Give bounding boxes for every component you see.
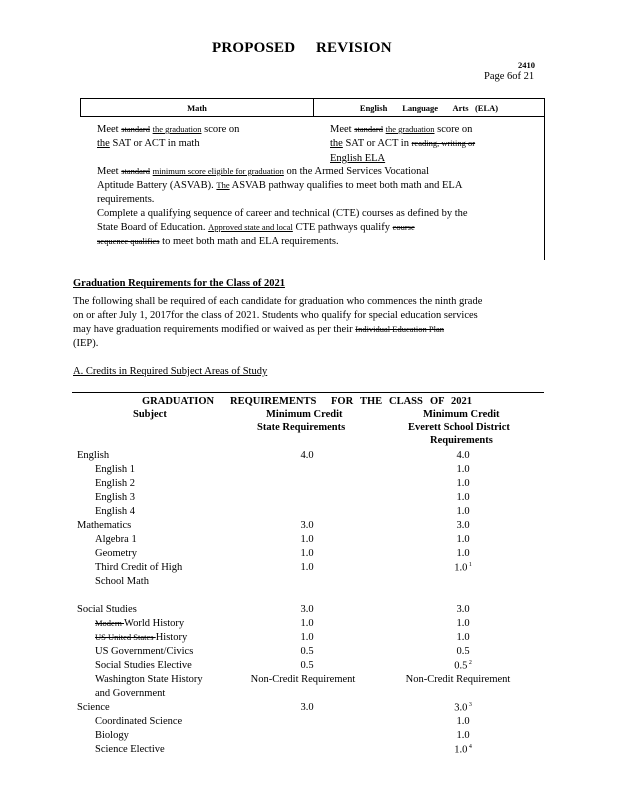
title-revision: REVISION (316, 40, 392, 56)
district-credit-cell (443, 660, 483, 672)
grad-para-line-3: may have graduation requirements modified or waived as per their Individual Education Plan (73, 324, 444, 335)
subject-cell (95, 674, 203, 685)
subject-cell (77, 604, 137, 615)
subject-cell (95, 688, 165, 699)
subject-cell (95, 660, 192, 671)
credits-subheading: A. Credits in Required Subject Areas of Study (73, 366, 268, 377)
cte-line-3: sequence qualifies to meet both math and ELA requirements. (97, 236, 339, 247)
ela-meet-line-2: the SAT or ACT in reading, writing or (330, 138, 476, 149)
district-credit-value: 1.0 (456, 716, 470, 727)
district-credit-cell (388, 674, 528, 685)
subject-text: Washington State History (95, 674, 203, 685)
state-credit-cell: 1.0 (300, 534, 314, 545)
ela-meet-line-1: Meet standard the graduation score on (330, 124, 473, 135)
district-credit-value: 0.5 (456, 646, 470, 657)
subject-text: School Math (95, 576, 149, 587)
cte-line-2: State Board of Education. Approved state and local CTE pathways qualify course (97, 222, 415, 233)
header-district-min-credit: Minimum Credit (423, 409, 500, 420)
district-credit-value: 1.0 (456, 534, 470, 545)
subject-text: Social Studies (77, 604, 137, 615)
district-credit-cell (443, 464, 483, 475)
header-for: FOR (331, 396, 354, 407)
state-credit-cell: 1.0 (300, 618, 314, 629)
footnote-marker: 3 (467, 702, 472, 708)
ela-header-word-ela: (ELA) (474, 102, 499, 113)
ela-column-header (314, 99, 545, 117)
subject-cell (95, 730, 129, 741)
subject-text: US Government/Civics (95, 646, 194, 657)
district-credit-value: 1.0 (456, 506, 470, 517)
subject-cell (95, 632, 187, 643)
district-credit-cell (443, 562, 483, 574)
doc-number: 2410 (518, 60, 535, 70)
math-meet-line-2: the SAT or ACT in math (97, 138, 200, 149)
subject-cell (77, 520, 131, 531)
asvab-line-2: Aptitude Battery (ASVAB). The ASVAB pathway qualifies to meet both math and ELA (97, 180, 463, 191)
district-credit-value: 4.0 (456, 450, 470, 461)
title-proposed: PROPOSED (212, 40, 296, 56)
district-credit-cell (443, 716, 483, 727)
subject-cell (95, 562, 182, 573)
subject-text: Science (77, 702, 110, 713)
subject-text: and Government (95, 688, 166, 699)
header-district-requirements: Requirements (430, 435, 493, 446)
subject-text: Science Elective (95, 744, 165, 755)
district-credit-value: 1.0 (456, 464, 470, 475)
subject-text: English 1 (95, 464, 135, 475)
subject-text: English 3 (95, 492, 135, 503)
subject-cell (95, 548, 137, 559)
subject-text: World History (124, 618, 185, 629)
header-district-name: Everett School District (408, 422, 510, 433)
header-state-requirements: State Requirements (257, 422, 346, 433)
district-credit-cell (443, 534, 483, 545)
subject-cell (95, 534, 137, 545)
district-credit-value: 1.0 (456, 478, 470, 489)
district-credit-cell (443, 548, 483, 559)
math-meet-line-1: Meet standard the graduation score on (97, 124, 240, 135)
district-credit-value: 1.0 (454, 562, 468, 574)
subject-cell (95, 464, 135, 475)
state-credit-cell: 3.0 (300, 520, 314, 531)
district-credit-cell (443, 618, 483, 629)
district-credit-value: Non-Credit Requirement (405, 674, 511, 685)
district-credit-value: 1.0 (456, 548, 470, 559)
ela-meet-line-3: English ELA (330, 153, 386, 164)
subject-cell (95, 744, 165, 755)
subject-text: English 2 (95, 478, 135, 489)
grad-req-heading: Graduation Requirements for the Class of 2021 (73, 278, 285, 289)
subject-text: Social Studies Elective (95, 660, 192, 671)
grad-para-line-4: (IEP). (73, 338, 99, 349)
district-credit-cell (443, 730, 483, 741)
struck-text: US United States (95, 632, 156, 642)
footnote-marker: 2 (467, 660, 472, 666)
subject-cell (95, 478, 135, 489)
district-credit-value: 3.0 (456, 520, 470, 531)
district-credit-value: 1.0 (456, 492, 470, 503)
header-state-min-credit: Minimum Credit (266, 409, 343, 420)
district-credit-value: 0.5 (454, 660, 468, 672)
subject-cell (95, 618, 184, 629)
subject-cell (77, 450, 109, 461)
footnote-marker: 4 (467, 744, 472, 750)
district-credit-cell (443, 744, 483, 756)
state-credit-cell: 0.5 (300, 660, 314, 671)
state-credit-cell: 0.5 (300, 646, 314, 657)
table-top-rule (72, 392, 544, 393)
header-subject: Subject (133, 409, 167, 420)
subject-cell (95, 506, 135, 517)
math-ela-header-table (80, 98, 545, 117)
district-credit-cell (443, 702, 483, 714)
header-the: THE (360, 396, 383, 407)
footnote-marker: 1 (467, 562, 472, 568)
district-credit-cell (443, 604, 483, 615)
subject-text: Algebra 1 (95, 534, 137, 545)
table-right-border (544, 116, 545, 260)
subject-cell (95, 646, 193, 657)
subject-text: Geometry (95, 548, 137, 559)
asvab-line-1: Meet standard minimum score eligible for graduation on the Armed Services Vocational (97, 166, 429, 177)
district-credit-cell (443, 520, 483, 531)
grad-para-line-1: The following shall be required of each candidate for graduation who commences the ninth grade (73, 296, 483, 307)
district-credit-cell (443, 492, 483, 503)
state-credit-cell: 3.0 (300, 702, 314, 713)
subject-text: Mathematics (77, 520, 132, 531)
district-credit-cell (443, 646, 483, 657)
district-credit-value: 3.0 (454, 702, 468, 714)
district-credit-cell (443, 478, 483, 489)
header-year: 2021 (451, 396, 472, 407)
header-of: OF (430, 396, 445, 407)
subject-cell (95, 492, 135, 503)
ela-header-word-arts: Arts (452, 102, 469, 113)
subject-cell (77, 702, 110, 713)
subject-text: English (77, 450, 110, 461)
header-requirements: REQUIREMENTS (230, 396, 317, 407)
district-credit-cell (443, 632, 483, 643)
state-credit-cell: 1.0 (300, 548, 314, 559)
state-credit-cell: 3.0 (300, 604, 314, 615)
ela-header-word-language: Language (402, 102, 439, 113)
ela-header-word-english: English (359, 102, 388, 113)
subject-cell (95, 576, 149, 587)
header-class: CLASS (389, 396, 423, 407)
district-credit-value: 1.0 (456, 618, 470, 629)
state-credit-cell: 4.0 (300, 450, 314, 461)
subject-text: History (155, 632, 188, 643)
district-credit-value: 3.0 (456, 604, 470, 615)
subject-text: Third Credit of High (95, 562, 183, 573)
cte-line-1: Complete a qualifying sequence of career and technical (CTE) courses as defined by the (97, 208, 468, 219)
district-credit-value: 1.0 (454, 744, 468, 756)
subject-text: Biology (95, 730, 129, 741)
district-credit-value: 1.0 (456, 730, 470, 741)
subject-text: Coordinated Science (95, 716, 183, 727)
struck-text: Modern (95, 618, 125, 628)
state-credit-cell: 1.0 (300, 562, 314, 573)
page-number: Page 6of 21 (484, 71, 535, 82)
state-credit-cell: 1.0 (300, 632, 314, 643)
header-graduation: GRADUATION (142, 396, 215, 407)
grad-para-line-2: on or after July 1, 2017for the class of 2021. Students who qualify for special education services (73, 310, 478, 321)
subject-text: English 4 (95, 506, 135, 517)
asvab-line-3: requirements. (97, 194, 155, 205)
subject-cell (95, 716, 182, 727)
math-column-header: Math (81, 99, 314, 117)
district-credit-cell (443, 450, 483, 461)
state-credit-cell: Non-Credit Requirement (250, 674, 356, 685)
district-credit-cell (443, 506, 483, 517)
district-credit-value: 1.0 (456, 632, 470, 643)
